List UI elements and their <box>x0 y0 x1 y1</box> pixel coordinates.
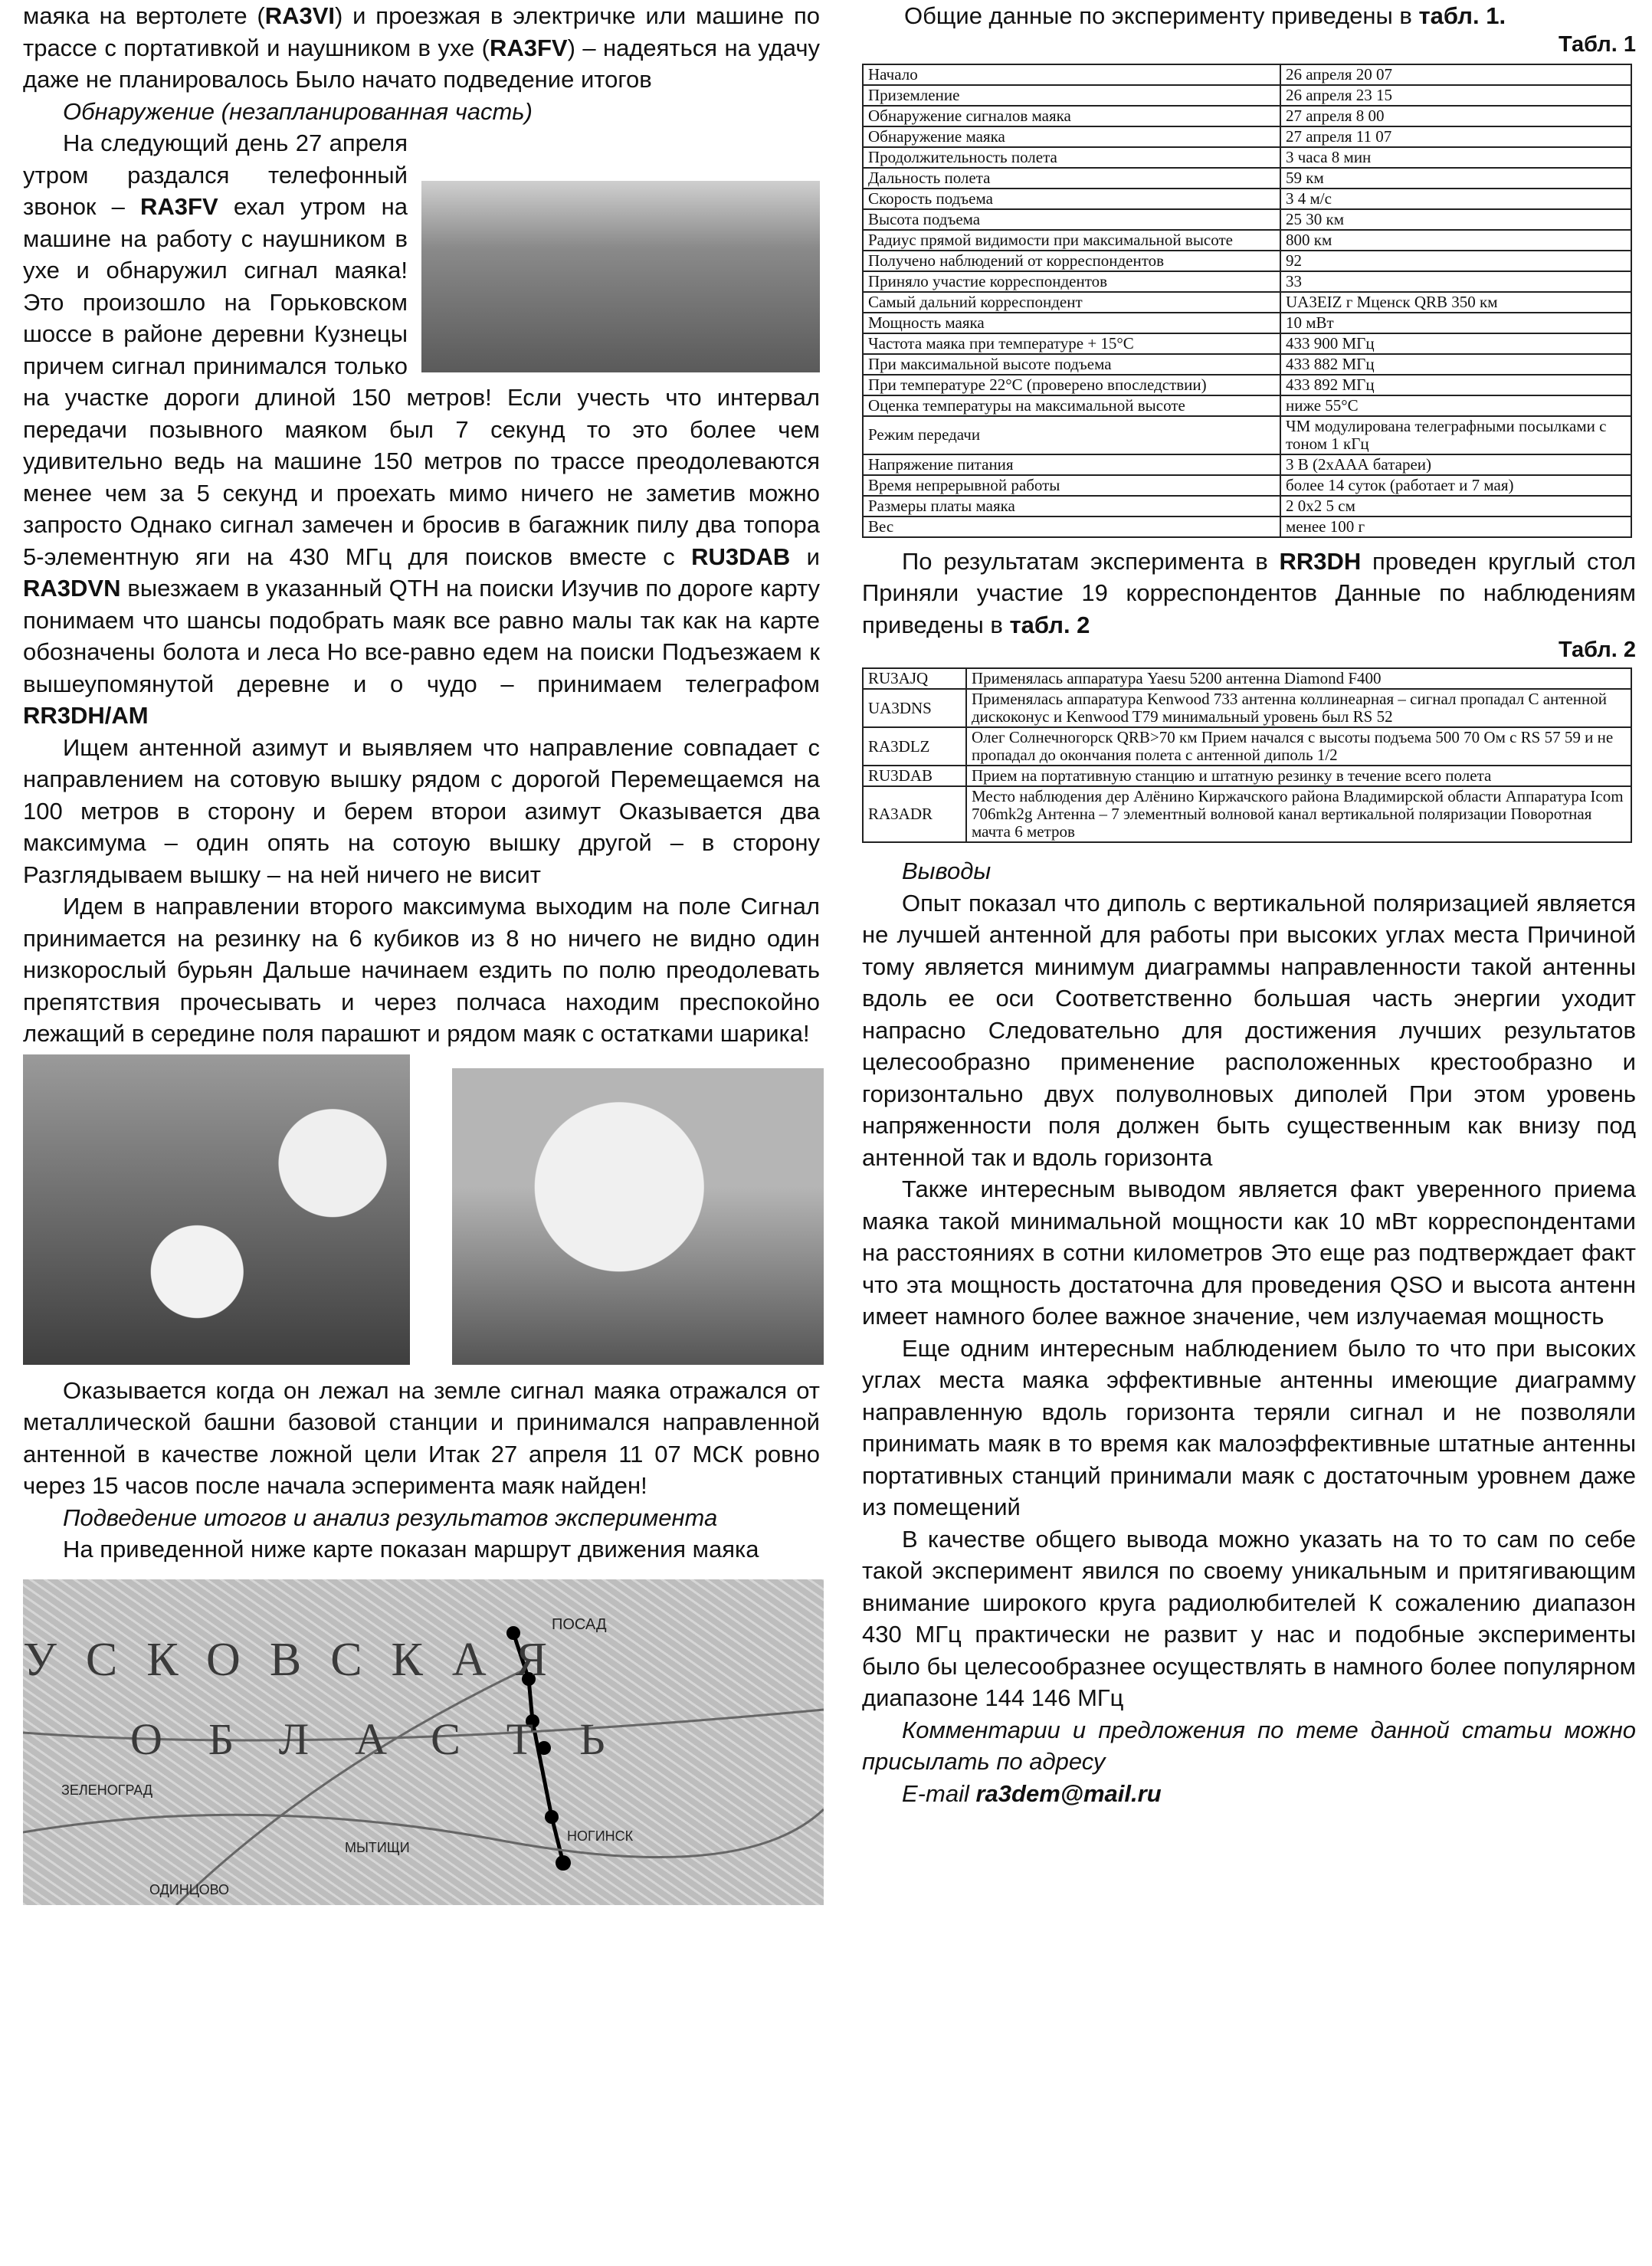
cell-label: Режим передачи <box>863 416 1280 454</box>
map-label-noginsk: НОГИНСК <box>567 1828 634 1844</box>
cell-value: Олег Солнечногорск QRB>70 км Прием начался с высоты подъема 500 70 Ом с RS 57 59 и не пропадал до окончания полета с антенной диполь 1/2 <box>966 727 1631 766</box>
table1-row <box>863 354 1631 375</box>
cell-value: более 14 суток (работает и 7 мая) <box>1280 475 1631 496</box>
table1-row <box>863 395 1631 416</box>
left-column <box>23 0 820 1905</box>
cell-value: 26 апреля 23 15 <box>1280 85 1631 106</box>
heading-conclusions: Выводы <box>902 858 992 884</box>
table2-row <box>863 727 1631 766</box>
paragraph-conclusion-4: В качестве общего вывода можно указать на то то сам по себе такой эксперимент явился по своему уникальным и притягивающим внимание широкого круга радиолюбителей К сожалению диапазон 430 МГц практически не развит у нас и подобные эксперименты было бы целесообразнее осуществлять в намного более популярном диапазоне 144 146 МГц <box>862 1525 1636 1711</box>
map-label-oblast: ОБЛАСТЬ <box>130 1713 651 1764</box>
cell-value: 59 км <box>1280 168 1631 189</box>
route-point <box>556 1855 571 1871</box>
table-observations <box>862 667 1632 843</box>
map-label-posad: ПОСАД <box>552 1615 607 1633</box>
table1-caption: Табл. 1 <box>1559 31 1636 57</box>
paragraph-second-max: Идем в направлении второго максимума выходим на поле Сигнал принимается на резинку на 6 кубиков из 8 но ничего не видно один низкорослый бурьян Дальше начинаем ездить по полю преодолевать препятствия прочесывать и через полчаса находим преспокойно лежащий в середине поля парашют и рядом маяк с остатками шарика! <box>23 893 820 1047</box>
photo-parachute-found <box>452 1068 824 1365</box>
table-general-data <box>862 64 1632 538</box>
table1-row <box>863 85 1631 106</box>
table1-row <box>863 126 1631 147</box>
cell-value: 2 0х2 5 см <box>1280 496 1631 516</box>
table1-row <box>863 475 1631 496</box>
paragraph-reflection: Оказывается когда он лежал на земле сигнал маяка отражался от металлической башни базовой станции и принимался направленной антенной в качестве ложной цели Итак 27 апреля 11 07 МСК ровно через 15 часов после начала эсперимента маяк найден! <box>23 1376 820 1499</box>
cell-label: RA3ADR <box>863 786 966 842</box>
heading-summary: Подведение итогов и анализ результатов эксперимента <box>63 1504 718 1531</box>
paragraph-contact: Комментарии и предложения по теме данной статьи можно присылать по адресу <box>862 1716 1636 1775</box>
cell-value: UA3EIZ г Мценск QRB 350 км <box>1280 292 1631 313</box>
paragraph-discovery: На следующий день 27 апреля утром раздался телефонный звонок – RA3FV ехал утром на машине на работу с наушником в ухе и обнаружил сигнал маяка! Это произошло на Горьковском шоссе в районе деревни Кузнецы причем сигнал принимался только на участке дороги длиной 150 метров! Если учесть что интервал передачи позывного маяком был 7 секунд то это более чем удивительно ведь на машине 150 метров по трассе преодолеваются менее чем за 5 секунд и проехать мимо ничего не заметив можно запросто Однако сигнал замечен и бросив в багажник пилу два топора 5-элементную яги на 430 МГц для поисков вместе с RU3DAB и RA3DVN выезжаем в указанный QTH на поиски Изучив по дороге карту понимаем что шансы подобрать маяк все равно малы так как на карте обозначены болота и леса Но все-равно едем на поиски Подъезжаем к вышеупомянутой деревне и о чудо – принимаем телеграфом RR3DH/AM <box>23 130 820 729</box>
cell-value: ниже 55°С <box>1280 395 1631 416</box>
cell-value: 92 <box>1280 251 1631 271</box>
paragraph-intro: маяка на вертолете (RA3VI) и проезжая в электричке или машине по трассе с портативкой и наушником в ухе (RA3FV) – надеяться на удачу даже не планировалось Было начато подведение итогов <box>23 2 820 93</box>
cell-value: Применялась аппаратура Kenwood 733 антенна коллинеарная – сигнал пропадал С антенной дискоконус и Kenwood T79 минимальный уровень был RS 52 <box>966 689 1631 727</box>
cell-label: Продолжительность полета <box>863 147 1280 168</box>
heading-discovery: Обнаружение (незапланированная часть) <box>63 97 533 125</box>
table1-row <box>863 271 1631 292</box>
cell-value: 3 часа 8 мин <box>1280 147 1631 168</box>
table1-row <box>863 416 1631 454</box>
table2-row <box>863 766 1631 786</box>
table1-row <box>863 230 1631 251</box>
table1-row <box>863 147 1631 168</box>
paragraph-round-table: По результатам эксперимента в RR3DH проведен круглый стол Приняли участие 19 корреспондентов Данные по наблюдениям приведены в табл. 2 <box>862 547 1636 638</box>
cell-label: UA3DNS <box>863 689 966 727</box>
cell-label: Оценка температуры на максимальной высоте <box>863 395 1280 416</box>
cell-label: Получено наблюдений от корреспондентов <box>863 251 1280 271</box>
map-label-region: УСКОВСКАЯ <box>23 1633 577 1686</box>
discovery-block <box>23 127 820 732</box>
paragraph-conclusion-3: Еще одним интересным наблюдением было то что при высоких углах места маяка эффективные антенны имеющие диаграмму направленную вдоль горизонта теряли сигнал и не позволяли принимать маяк в то время как малоэффективные штатные антенны портативных станций принимали маяк с достаточным уровнем даже из помещений <box>862 1334 1636 1520</box>
cell-label: Обнаружение маяка <box>863 126 1280 147</box>
table1-row <box>863 516 1631 537</box>
right-column <box>862 0 1636 1809</box>
cell-label: Мощность маяка <box>863 313 1280 333</box>
cell-label: Обнаружение сигналов маяка <box>863 106 1280 126</box>
table1-row <box>863 106 1631 126</box>
table1-row <box>863 454 1631 475</box>
table1-row <box>863 64 1631 85</box>
table1-row <box>863 189 1631 209</box>
cell-value: Прием на портативную станцию и штатную резинку в течение всего полета <box>966 766 1631 786</box>
cell-label: Радиус прямой видимости при максимальной высоте <box>863 230 1280 251</box>
table2-row <box>863 668 1631 689</box>
photos-row <box>23 1054 820 1369</box>
cell-label: Дальность полета <box>863 168 1280 189</box>
table1-row <box>863 209 1631 230</box>
table1-row <box>863 333 1631 354</box>
cell-label: При максимальной высоте подъема <box>863 354 1280 375</box>
cell-value: 3 В (2хААА батареи) <box>1280 454 1631 475</box>
paragraph-map-intro: На приведенной ниже карте показан маршрут движения маяка <box>63 1536 759 1563</box>
cell-value: 433 900 МГц <box>1280 333 1631 354</box>
cell-label: RA3DLZ <box>863 727 966 766</box>
cell-label: Приняло участие корреспондентов <box>863 271 1280 292</box>
email-link[interactable]: ra3dem@mail.ru <box>975 1779 1162 1807</box>
map-label-mytishchi: МЫТИЩИ <box>345 1839 410 1855</box>
cell-label: Приземление <box>863 85 1280 106</box>
cell-label: При температуре 22°С (проверено впоследствии) <box>863 375 1280 395</box>
paragraph-conclusion-1: Опыт показал что диполь с вертикальной поляризацией является не лучшей антенной для работы при высоких углах места Причиной тому является минимум диаграммы направленности такой антенны вдоль ее оси Соответственно большая часть энергии уходит напрасно Следовательно для достижения лучших результатов целесообразно применение расположенных крестообразно и горизонтально двух полуволновых диполей При этом уровень напряженности поля должен быть существенным как внизу под антенной так и вдоль горизонта <box>862 889 1636 1171</box>
cell-value: Применялась аппаратура Yaesu 5200 антенна Diamond F400 <box>966 668 1631 689</box>
route-point <box>545 1810 559 1824</box>
table1-row <box>863 313 1631 333</box>
paragraph-azimuth: Ищем антенной азимут и выявляем что направление совпадает с направлением на сотовую вышку рядом с дорогой Перемещаемся на 100 метров в сторону и берем второи азимут Оказывается два максимума – один опять на сотоую вышку другой – в сторону Разглядываем вышку – на ней ничего не висит <box>23 733 820 888</box>
paragraph-table1-intro: Общие данные по эксперименту приведены в табл. 1. <box>904 2 1506 29</box>
table2-row <box>863 786 1631 842</box>
cell-value: 3 4 м/с <box>1280 189 1631 209</box>
cell-value: ЧМ модулирована телеграфными посылками с тоном 1 кГц <box>1280 416 1631 454</box>
table2-row <box>863 689 1631 727</box>
table1-row <box>863 168 1631 189</box>
photo-field-antenna <box>421 181 820 372</box>
cell-value: 27 апреля 8 00 <box>1280 106 1631 126</box>
cell-value: менее 100 г <box>1280 516 1631 537</box>
cell-value: Место наблюдения дер Алёнино Киржачского района Владимирской области Аппаратура Icom 706mk2g Антенна – 7 элементный волновой канал вертикальной поляризации Поворотная мачта 6 метров <box>966 786 1631 842</box>
cell-value: 800 км <box>1280 230 1631 251</box>
cell-value: 33 <box>1280 271 1631 292</box>
cell-label: Вес <box>863 516 1280 537</box>
table1-row <box>863 251 1631 271</box>
cell-label: Высота подъема <box>863 209 1280 230</box>
cell-label: Время непрерывной работы <box>863 475 1280 496</box>
map-label-odintsovo: ОДИНЦОВО <box>149 1881 230 1897</box>
cell-label: Начало <box>863 64 1280 85</box>
table1-row <box>863 375 1631 395</box>
table1-row <box>863 496 1631 516</box>
cell-value: 10 мВт <box>1280 313 1631 333</box>
cell-label: Скорость подъема <box>863 189 1280 209</box>
cell-label: Самый дальний корреспондент <box>863 292 1280 313</box>
table2-caption: Табл. 2 <box>1559 638 1636 662</box>
cell-value: 433 882 МГц <box>1280 354 1631 375</box>
cell-label: Частота маяка при температуре + 15°С <box>863 333 1280 354</box>
cell-label: RU3AJQ <box>863 668 966 689</box>
cell-label: Напряжение питания <box>863 454 1280 475</box>
email-line: E-mail ra3dem@mail.ru <box>902 1779 1162 1807</box>
table1-row <box>863 292 1631 313</box>
paragraph-conclusion-2: Также интересным выводом является факт уверенного приема маяка такой минимальной мощности как 10 мВт корреспондентами на расстояниях в сотни километров Это еще раз подтверждает факт что эта мощность достаточна для проведения QSO и высота антенн имеет намного более важное значение, чем излучаемая мощность <box>862 1176 1636 1330</box>
cell-value: 26 апреля 20 07 <box>1280 64 1631 85</box>
cell-label: Размеры платы маяка <box>863 496 1280 516</box>
cell-value: 27 апреля 11 07 <box>1280 126 1631 147</box>
cell-value: 25 30 км <box>1280 209 1631 230</box>
map-label-zelenograd: ЗЕЛЕНОГРАД <box>61 1782 153 1798</box>
route-map <box>23 1579 824 1905</box>
photo-beacon-on-ground <box>23 1054 410 1365</box>
cell-value: 433 892 МГц <box>1280 375 1631 395</box>
cell-label: RU3DAB <box>863 766 966 786</box>
